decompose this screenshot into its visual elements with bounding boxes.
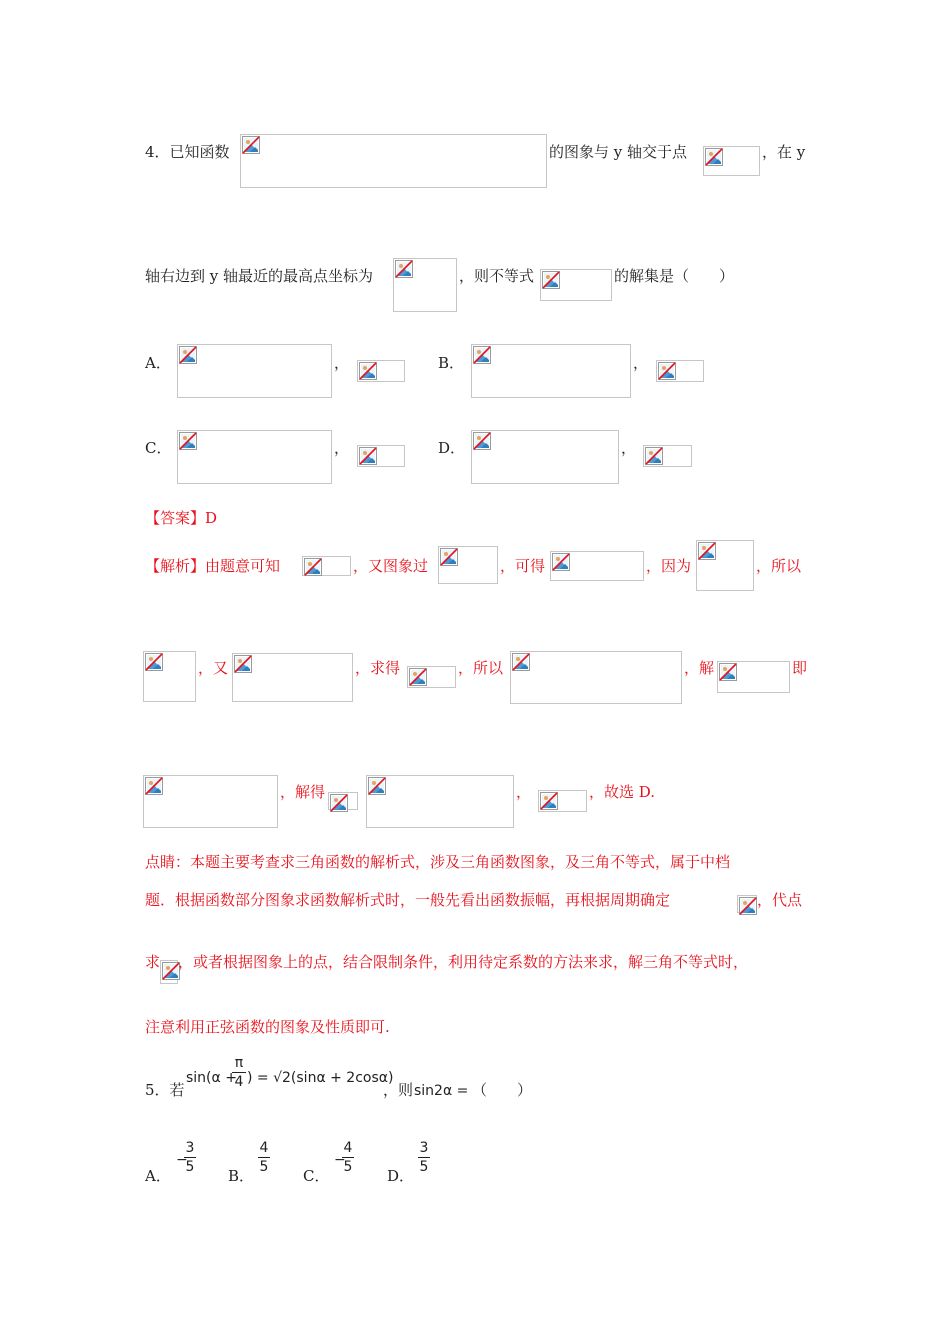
broken-image-formula (143, 651, 196, 702)
broken-image-icon (645, 447, 663, 465)
broken-image-icon (242, 136, 260, 154)
q5-sin-part: sin(α + (186, 1070, 237, 1086)
broken-image-icon (440, 548, 458, 566)
analysis-text: ，求得 (355, 659, 401, 677)
q4-stem-line2: 轴右边到 y 轴最近的最高点坐标为 (145, 267, 374, 285)
broken-image-formula (302, 556, 351, 576)
analysis-text: ，解 (684, 659, 715, 677)
broken-image-formula (703, 146, 760, 176)
q5-option-b-label: B． (228, 1167, 255, 1185)
note-line-1: 点睛：本题主要考查求三角函数的解析式，涉及三角函数图象，及三角不等式，属于中档 (145, 853, 731, 871)
numerator: 4 (259, 1140, 269, 1156)
broken-image-icon (540, 792, 558, 810)
denominator: 5 (185, 1159, 195, 1175)
broken-image-icon (359, 362, 377, 380)
q4-option-d-label: D． (438, 439, 466, 457)
analysis-text: ，解得 (280, 783, 326, 801)
q5-paren: （ ） (472, 1081, 533, 1099)
broken-image-formula (471, 430, 619, 484)
denominator: 5 (419, 1159, 429, 1175)
broken-image-icon (552, 553, 570, 571)
analysis-text: ，可得 (500, 557, 546, 575)
broken-image-icon (145, 653, 163, 671)
q4-option-c-label: C． (145, 439, 172, 457)
denominator: 5 (343, 1159, 353, 1175)
broken-image-icon (234, 655, 252, 673)
broken-image-formula (177, 430, 332, 484)
broken-image-icon (739, 897, 757, 915)
q5-option-d-fraction (418, 1140, 430, 1175)
broken-image-formula (143, 775, 278, 828)
fraction-bar (184, 1157, 196, 1158)
numerator: 3 (185, 1140, 195, 1156)
broken-image-icon (409, 668, 427, 686)
broken-image-formula (643, 445, 692, 467)
analysis-text: ，又图象过 (353, 557, 429, 575)
comma: ， (621, 439, 637, 457)
numerator: 4 (343, 1140, 353, 1156)
broken-image-formula (696, 540, 754, 591)
broken-image-formula (232, 653, 353, 702)
broken-image-formula (471, 344, 631, 398)
q5-pi-over-4 (232, 1055, 246, 1090)
q4-option-a-label: A． (145, 354, 171, 372)
fraction-bar (342, 1157, 354, 1158)
analysis-text: ，所以 (458, 659, 504, 677)
broken-image-icon (698, 542, 716, 560)
note-line-3: ，或者根据图象上的点，结合限制条件，利用待定系数的方法来求，解三角不等式时， (178, 953, 749, 971)
broken-image-formula (357, 445, 405, 467)
q4-stem-line2c: 的解集是（ ） (614, 267, 735, 285)
q5-label: 5．若 (145, 1081, 185, 1099)
q5-option-a-label: A． (145, 1167, 171, 1185)
broken-image-formula (393, 258, 457, 312)
broken-image-icon (705, 148, 723, 166)
analysis-text: ，所以 (756, 557, 802, 575)
broken-image-formula (550, 551, 644, 581)
broken-image-formula (540, 269, 612, 301)
broken-image-icon (719, 663, 737, 681)
broken-image-icon (359, 447, 377, 465)
analysis-text: ，因为 (646, 557, 692, 575)
fraction-bar (258, 1157, 270, 1158)
q5-sin2a: sin2α = (414, 1083, 469, 1099)
comma: ， (633, 354, 649, 372)
q5-option-a-fraction (184, 1140, 196, 1175)
note-line-2: 题．根据函数部分图象求函数解析式时，一般先看出函数振幅，再根据周期确定 (145, 891, 671, 909)
broken-image-formula (240, 134, 547, 188)
note-line-3-start: 求 (145, 953, 161, 971)
broken-image-icon (658, 362, 676, 380)
broken-image-icon (179, 346, 197, 364)
broken-image-formula (510, 651, 682, 704)
broken-image-formula (177, 344, 332, 398)
q5-rhs: ) = √2(sinα + 2cosα) (247, 1070, 394, 1086)
broken-image-icon (368, 777, 386, 795)
fraction-bar (418, 1157, 430, 1158)
numerator: 3 (419, 1140, 429, 1156)
broken-image-icon (330, 794, 348, 812)
comma: ， (334, 439, 350, 457)
broken-image-icon (473, 346, 491, 364)
analysis-text: 【解析】由题意可知 (145, 557, 281, 575)
q4-option-b-label: B． (438, 354, 465, 372)
q5-pi: π (234, 1055, 244, 1071)
broken-image-icon (512, 653, 530, 671)
q5-option-d-label: D． (387, 1167, 415, 1185)
analysis-text: ，故选 D. (589, 783, 656, 801)
fraction-bar (232, 1072, 246, 1073)
q5-four: 4 (234, 1074, 244, 1090)
q4-stem-end: ，在 y (762, 143, 806, 161)
broken-image-icon (395, 260, 413, 278)
broken-image-formula (538, 790, 587, 812)
broken-image-formula (717, 661, 790, 693)
q5-option-b-fraction (258, 1140, 270, 1175)
q4-stem-mid: 的图象与 y 轴交于点 (549, 143, 688, 161)
broken-image-formula (737, 895, 757, 913)
broken-image-icon (304, 558, 322, 576)
broken-image-icon (145, 777, 163, 795)
broken-image-formula (357, 360, 405, 382)
comma: ， (334, 354, 350, 372)
note-line-2-end: ，代点 (757, 891, 803, 909)
broken-image-icon (179, 432, 197, 450)
q4-stem-line2b: ，则不等式 (459, 267, 535, 285)
analysis-text: 即 (792, 659, 808, 677)
minus-sign: − (176, 1152, 188, 1168)
broken-image-formula (366, 775, 514, 828)
denominator: 5 (259, 1159, 269, 1175)
q5-option-c-label: C． (303, 1167, 330, 1185)
answer-label: 【答案】D (145, 509, 218, 527)
q4-stem-start: 4．已知函数 (145, 143, 230, 161)
broken-image-formula (438, 546, 498, 584)
broken-image-formula (656, 360, 704, 382)
minus-sign: − (334, 1152, 346, 1168)
analysis-text: ， (516, 783, 532, 801)
note-line-4: 注意利用正弦函数的图象及性质即可. (145, 1018, 390, 1036)
q5-mid: ，则 (383, 1081, 414, 1099)
broken-image-formula (407, 666, 456, 688)
q5-option-c-fraction (342, 1140, 354, 1175)
broken-image-icon (542, 271, 560, 289)
broken-image-formula (160, 960, 178, 984)
broken-image-icon (473, 432, 491, 450)
analysis-text: ，又 (198, 659, 229, 677)
broken-image-formula (328, 792, 358, 810)
